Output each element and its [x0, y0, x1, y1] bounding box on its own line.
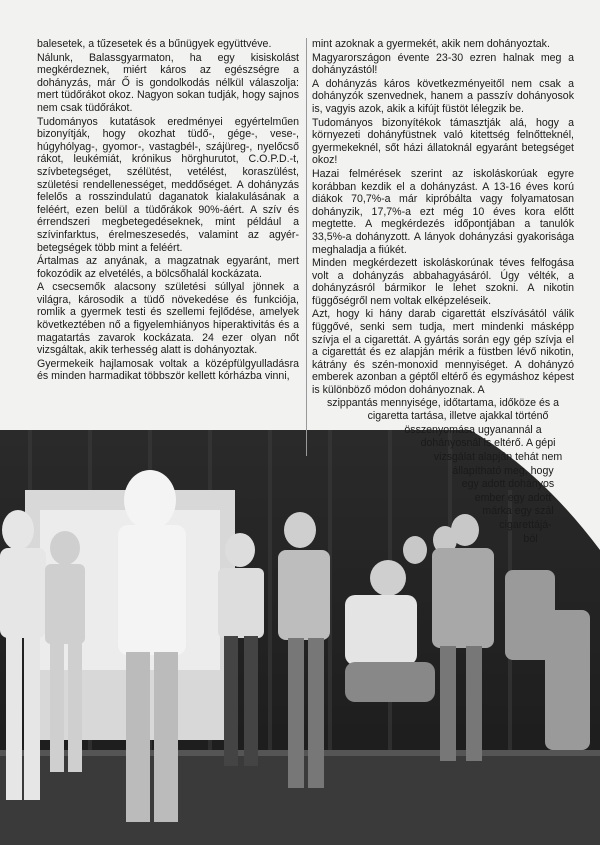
left-text-column: [37, 38, 299, 383]
paragraph: A dohányzás káros következményeitől nem csak a dohányzók szenvednek, hanem a passzív dohányosok is, vagyis azok, akik a kifújt füstöt lélegzik be.: [312, 77, 574, 115]
paragraph: A csecsemők alacsony születési súllyal jönnek a világra, károsodik a tüdő növekedése és funkciója, romlik a gyermek testi és szellemi fejlődése, amelyek következtében nő a figyelemhiányos hiperaktivitás és a magatartás zavarok kockázata. 24 ezer olyan nőt vizsgáltak, akik terhesség alatt is dohányoztak.: [37, 281, 299, 357]
paragraph: Hazai felmérések szerint az iskoláskorúak egyre korábban kezdik el a dohányzást. A 13-16 éves korú diákok 70,7%-a már kipróbálta vagy folyamatosan dohányzik, 17,7%-a ezt még 10 éves kora előtt megtette. A megkérdezés időpontjában a tanulók 33,5%-a dohányzott. A lányok dohányzási gyakorisága meghaladja a fiúkét.: [312, 167, 574, 256]
paragraph: Nálunk, Balassgyarmaton, ha egy kisiskolást megkérdeznek, miért káros az egészségre a dohányzás, már Ő is gondolkodás nélkül válaszolja: mert tüdőrákot okoz. Nagyon sokan tudják, hogy sajnos nem csak tüdőrákot.: [37, 51, 299, 114]
text-line: dohányosnál is eltérő. A gépi: [420, 437, 556, 450]
text-line: márka egy szál: [482, 505, 554, 518]
shaped-text-block: [312, 397, 574, 546]
paragraph: Gyermekeik hajlamosak voltak a középfülgyulladásra és minden harmadikat többször kellett kórházba vinni,: [37, 357, 299, 383]
text-line: összenyomása ugyanannál a: [404, 423, 542, 436]
text-line: ból: [523, 532, 538, 545]
text-line: ember egy adott: [474, 491, 552, 504]
right-text-column: [312, 38, 574, 545]
paragraph: Ártalmas az anyának, a magzatnak egyaránt, mert fokozódik az elvetélés, a bölcsőhalál kockázata.: [37, 255, 299, 280]
paragraph: Tudományos bizonyítékok támasztják alá, hogy a környezeti dohányfüstnek való kitettség felnőtteknél, gyermekeknél, sőt házi állatoknál egyaránt betegséget okoz!: [312, 116, 574, 167]
text-line: egy adott dohányos: [461, 478, 555, 491]
paragraph: Azt, hogy ki hány darab cigarettát elszívásától válik függővé, senki sem tudja, mert mindenki másképp szívja el a cigarettát. A gyártás során egy gép szívja el a cigarettát és ez alapján mérik a füstben lévő nikotin, kátrány és szén-monoxid mennyiséget. A dohányzó emberek azonban a géptől eltérő és egymáshoz képest is különböző módon dohányoznak. A: [312, 308, 574, 397]
column-divider: [306, 38, 307, 456]
text-line: szippantás mennyisége, időtartama, időköze és a: [326, 396, 560, 409]
text-line: állapítható meg, hogy: [452, 464, 554, 477]
paragraph: Tudományos kutatások eredményei egyértelműen bizonyítják, hogy okozhat tüdő-, gége-, vese-, húgyhólyag-, gyomor-, vastagbél-, szájüreg-, nyelőcső rákot, leukémiát, krónikus hörghurutot, C.O.P.D.-t, szívbetegséget, szélütést, vetélést, koraszülést, születési rendellenességet, meddőséget. A dohányzás felelős a rosszindulatú daganatok kialakulásának a feléért, ezen belül a tüdőrákok 90%-áért. A szív és érrendszeri megbetegedéseknek, mint például a szívinfarktus, érelmeszesedés, valamint az agyér-betegségek több mint a feléért.: [37, 115, 299, 254]
text-line: cigaretta tartása, illetve ajakkal történő: [367, 410, 549, 423]
text-line: cigarettájá-: [499, 518, 552, 531]
paragraph: Magyarországon évente 23-30 ezren halnak meg a dohányzástól!: [312, 51, 574, 77]
paragraph: balesetek, a tűzesetek és a bűnügyek együttvéve.: [37, 38, 272, 50]
paragraph: Minden megkérdezett iskoláskorúnak téves felfogása volt a dohányzás abbahagyásáról. Úgy vélték, a dohányzásról bármikor le lehet szokni. A nikotin függőségről nem voltak elképzeléseik.: [312, 257, 574, 307]
text-line: vizsgálat alapján tehát nem: [433, 451, 563, 463]
paragraph: mint azoknak a gyermekét, akik nem dohányoztak.: [312, 38, 550, 50]
